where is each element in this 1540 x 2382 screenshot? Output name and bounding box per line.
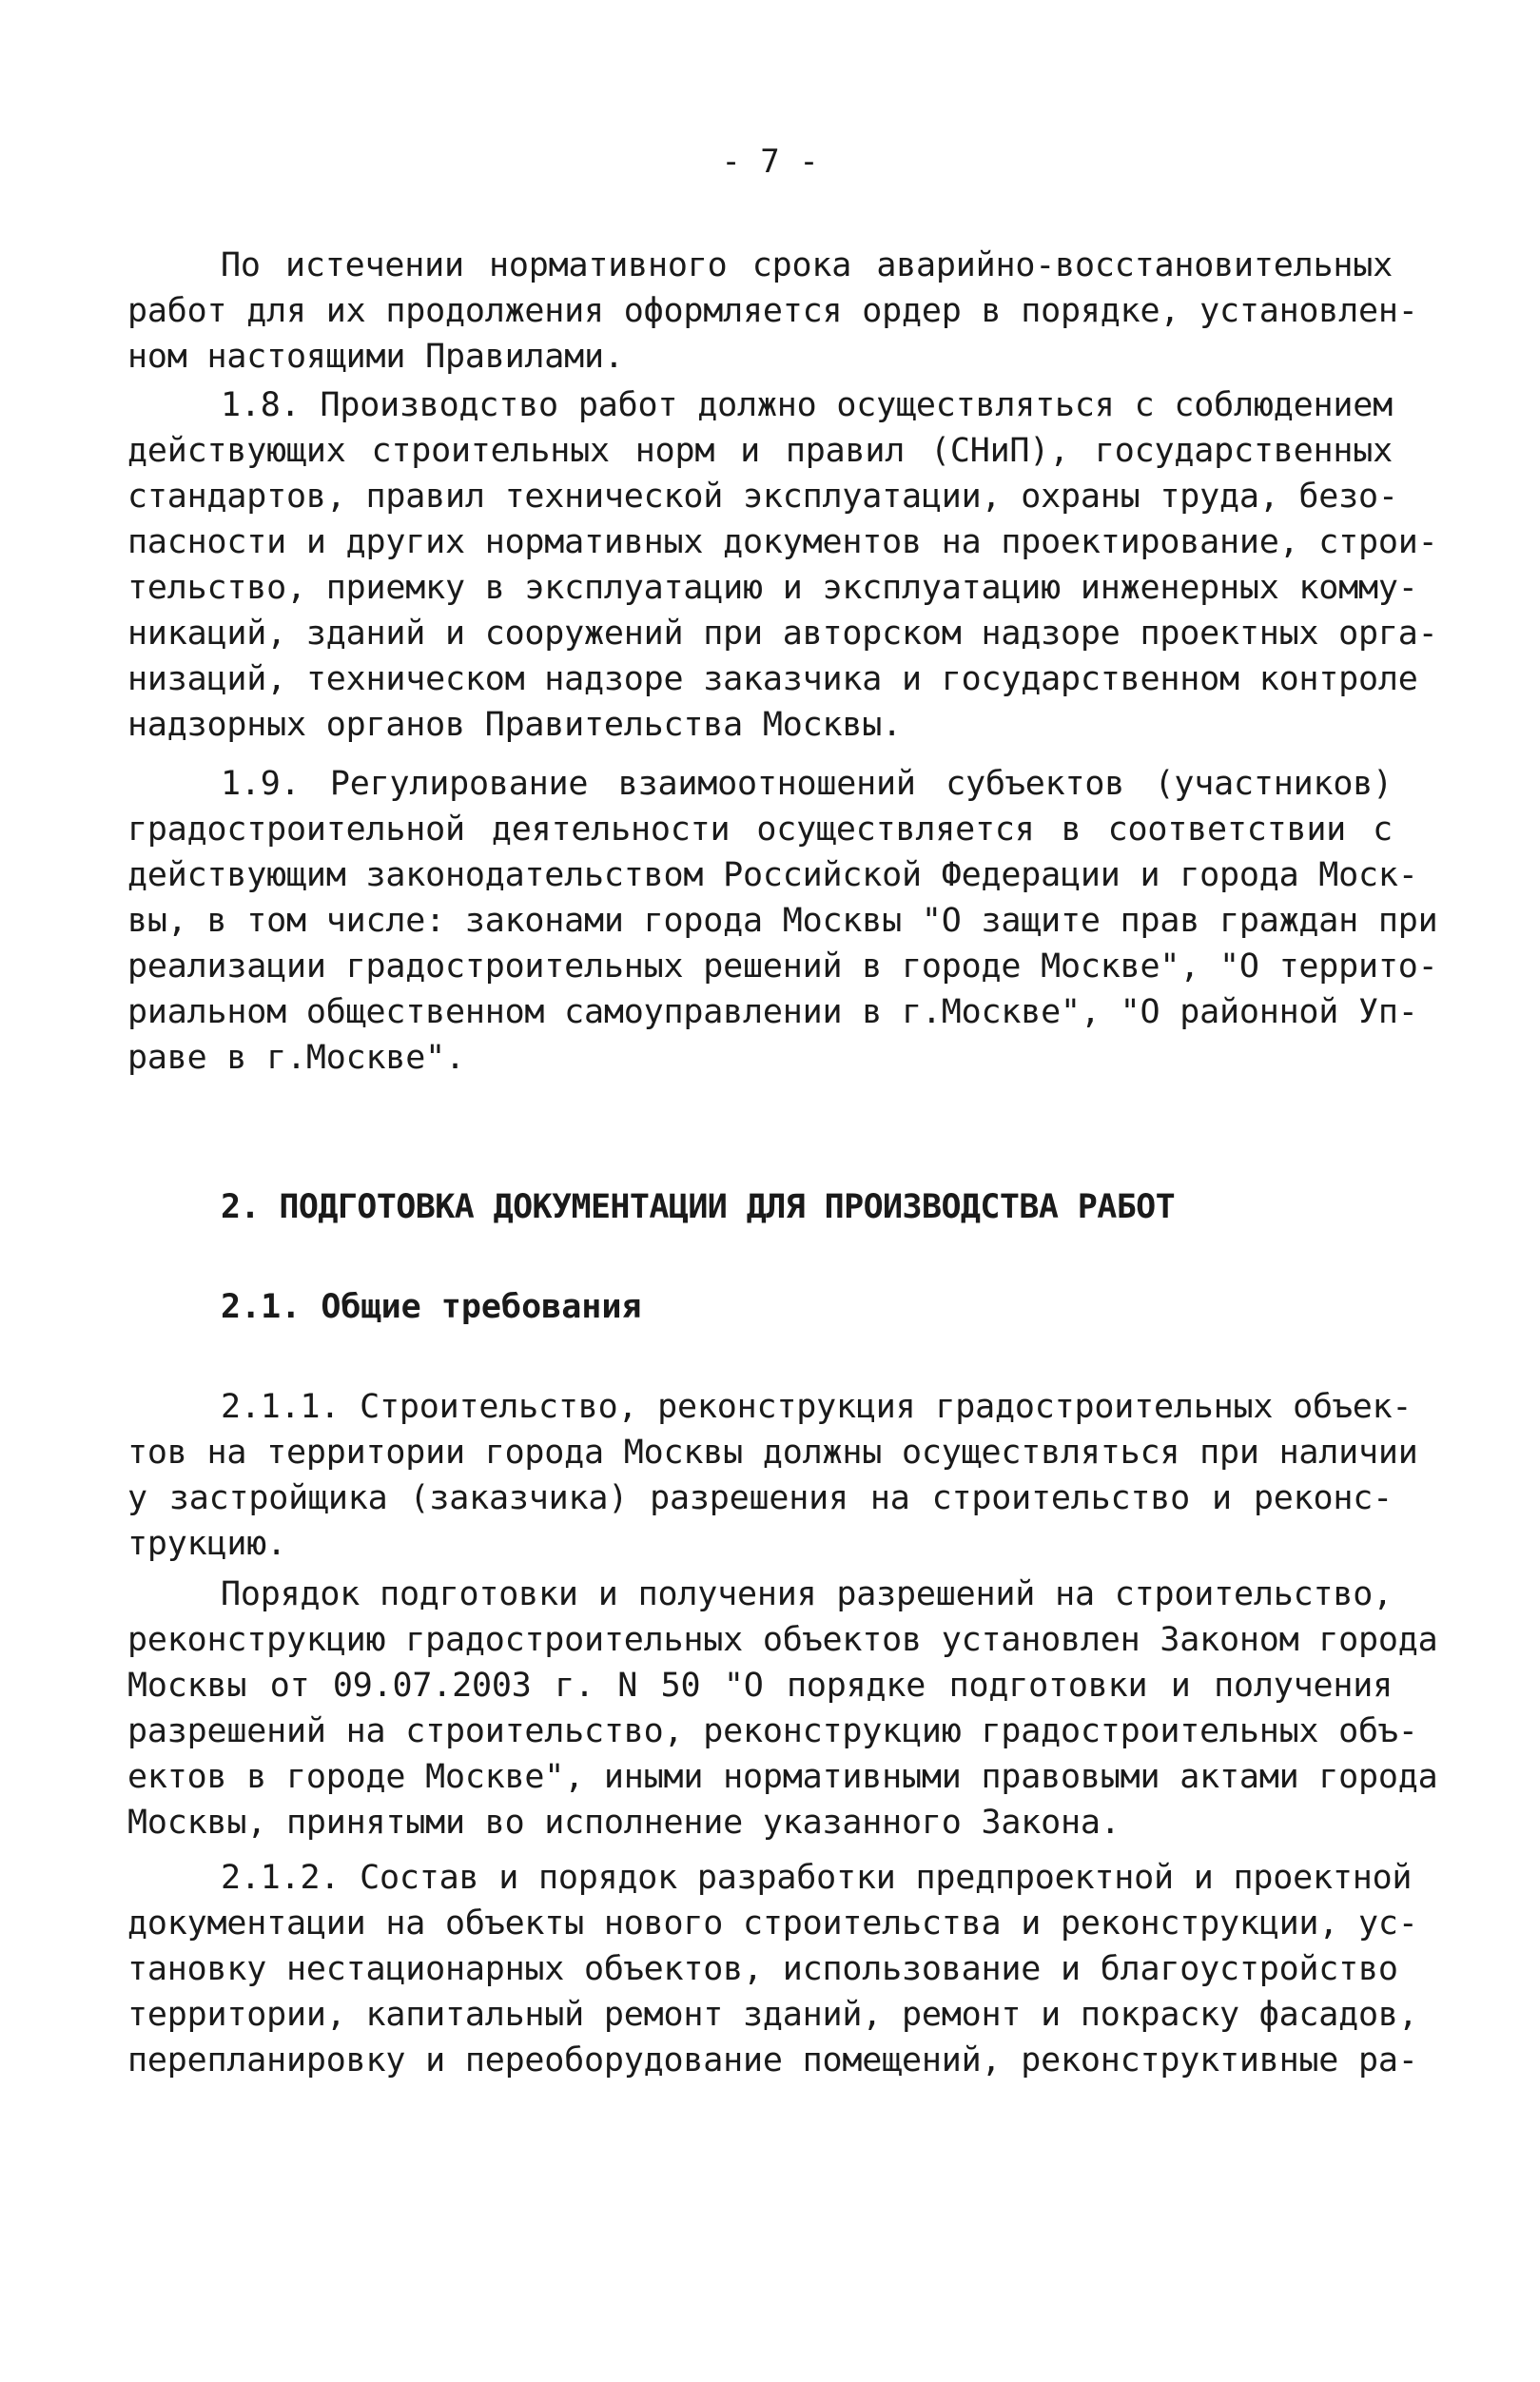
section-heading: 2. ПОДГОТОВКА ДОКУМЕНТАЦИИ ДЛЯ ПРОИЗВОДСТВА РАБОТ <box>221 1188 1176 1226</box>
text-line: Москвы от 09.07.2003 г. N 50 "О порядке подготовки и получения <box>127 1667 1393 1705</box>
text-line: стандартов, правил технической эксплуатации, охраны труда, безо- <box>127 478 1398 516</box>
text-line: работ для их продолжения оформляется ордер в порядке, установлен- <box>127 292 1418 330</box>
text-line: 2.1.1. Строительство, реконструкция градостроительных объек- <box>221 1388 1413 1426</box>
text-line: надзорных органов Правительства Москвы. <box>127 706 902 744</box>
text-line: 1.9. Регулирование взаимоотношений субъектов (участников) <box>221 765 1393 803</box>
text-line: тельство, приемку в эксплуатацию и эксплуатацию инженерных комму- <box>127 569 1418 607</box>
text-line: 1.8. Производство работ должно осуществляться с соблюдением <box>221 386 1393 424</box>
text-line: По истечении нормативного срока аварийно-восстановительных <box>221 246 1393 284</box>
subsection-heading: 2.1. Общие требования <box>221 1288 642 1326</box>
text-line: перепланировку и переоборудование помещений, реконструктивные ра- <box>127 2041 1418 2079</box>
text-line: ектов в городе Москве", иными нормативными правовыми актами города <box>127 1758 1438 1796</box>
text-line: градостроительной деятельности осуществляется в соответствии с <box>127 810 1393 849</box>
text-line: ном настоящими Правилами. <box>127 338 624 376</box>
text-line: риальном общественном самоуправлении в г.Москве", "О районной Уп- <box>127 993 1418 1031</box>
text-line: у застройщика (заказчика) разрешения на строительство и реконс- <box>127 1479 1393 1517</box>
text-line: тов на территории города Москвы должны осуществляться при наличии <box>127 1434 1418 1472</box>
text-line: разрешений на строительство, реконструкцию градостроительных объ- <box>127 1712 1418 1750</box>
text-line: низаций, техническом надзоре заказчика и государственном контроле <box>127 660 1418 698</box>
text-line: Порядок подготовки и получения разрешений на строительство, <box>221 1575 1393 1613</box>
text-line: реконструкцию градостроительных объектов установлен Законом города <box>127 1621 1438 1659</box>
text-line: вы, в том числе: законами города Москвы "О защите прав граждан при <box>127 902 1438 940</box>
text-line: трукцию. <box>127 1525 286 1563</box>
text-line: реализации градостроительных решений в городе Москве", "О террито- <box>127 947 1438 986</box>
text-line: действующих строительных норм и правил (СНиП), государственных <box>127 432 1393 470</box>
text-line: документации на объекты нового строительства и реконструкции, ус- <box>127 1904 1418 1943</box>
text-line: пасности и других нормативных документов на проектирование, строи- <box>127 523 1438 561</box>
text-line: действующим законодательством Российской Федерации и города Моск- <box>127 856 1418 894</box>
page-number: - 7 - <box>721 143 819 181</box>
text-line: 2.1.2. Состав и порядок разработки предпроектной и проектной <box>221 1859 1413 1897</box>
text-line: территории, капитальный ремонт зданий, ремонт и покраску фасадов, <box>127 1996 1418 2034</box>
text-line: раве в г.Москве". <box>127 1039 465 1077</box>
text-line: тановку нестационарных объектов, использование и благоустройство <box>127 1950 1398 1988</box>
text-line: никаций, зданий и сооружений при авторском надзоре проектных орга- <box>127 615 1438 653</box>
text-line: Москвы, принятыми во исполнение указанного Закона. <box>127 1804 1121 1842</box>
